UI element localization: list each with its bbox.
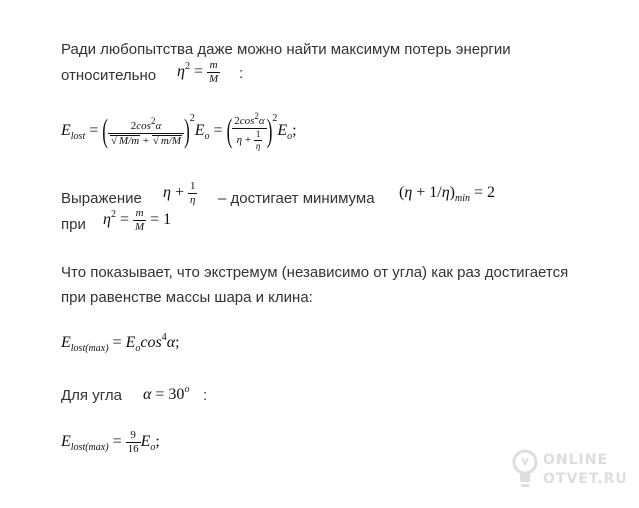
watermark-line-2: OTVET.RU bbox=[543, 471, 628, 487]
paragraph-1-line-2: относительно bbox=[61, 67, 157, 84]
formula-eta-squared-def: $\eta^2$ = $\frac{m}{M}$ bbox=[177, 59, 219, 85]
formula-e-lost-max: $E_{lost(max)} = E_o\cos^4\alpha$; bbox=[61, 332, 180, 354]
paragraph-4-text: Для угла bbox=[61, 387, 122, 404]
paragraph-4-colon: : bbox=[203, 387, 208, 404]
paragraph-2-text: Выражение bbox=[61, 190, 142, 207]
lightbulb-icon bbox=[511, 448, 539, 492]
paragraph-1-colon: : bbox=[239, 65, 244, 82]
paragraph-2-mid: – достигает минимума bbox=[218, 190, 375, 207]
paragraph-3-line-1: Что показывает, что экстремум (независимо от угла) как раз достигается bbox=[61, 264, 569, 281]
watermark-logo bbox=[511, 446, 628, 496]
formula-e-lost-max-result: $E_{lost(max)}$ = $\frac{9}{16}$ $E_o$; bbox=[61, 429, 160, 455]
paragraph-1-line-1: Ради любопытства даже можно найти максимум потерь энергии bbox=[61, 41, 511, 58]
formula-alpha-30: $\alpha = 30^o$ bbox=[143, 384, 190, 403]
watermark-line-1: ONLINE bbox=[543, 452, 609, 468]
formula-eta-plus-inverse: η + $\frac{1}{\eta}$ bbox=[163, 180, 196, 206]
paragraph-2-pri: при bbox=[61, 216, 86, 233]
formula-eta-equals-one: $\eta^2$ = $\frac{m}{M}$ = 1 bbox=[103, 207, 172, 233]
paragraph-3-line-2: при равенстве массы шара и клина: bbox=[61, 289, 313, 306]
formula-minimum: $(\eta + 1/\eta)_{min} = 2$ bbox=[399, 184, 496, 204]
formula-e-lost: $E_{lost}$ = ( $\frac{2\cos^2\alpha}{√ M/m + √ m/M}$ )$^2E_o$ = ( $2\cos^2\alpha$ η + $\frac{1}{\eta}$ )$^2E_o$; bbox=[61, 111, 297, 151]
